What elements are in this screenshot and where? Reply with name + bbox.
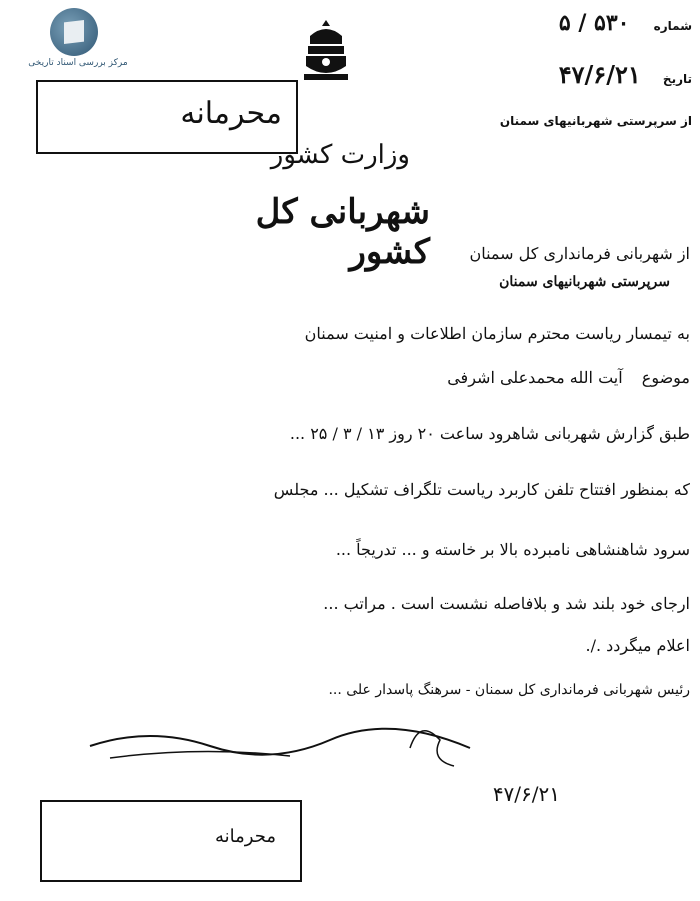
letter-from-office: از سرپرستی شهربانیهای سمنان xyxy=(499,114,692,128)
office-title: شهربانی کل کشور xyxy=(255,192,430,272)
body-line: که بمنظور افتتاح تلفن کاربرد ریاست تلگراف تشکیل ... مجلس xyxy=(273,480,690,499)
body-line: طبق گزارش شهربانی شاهرود ساعت ۲۰ روز ۱۳ / ۳ / ۲۵ ... xyxy=(289,424,690,443)
subject-line xyxy=(330,368,690,387)
recipient-line: به تیمسار ریاست محترم سازمان اطلاعات و امنیت سمنان xyxy=(304,324,690,343)
ministry-title: وزارت کشور xyxy=(270,140,410,170)
subject-text: آیت الله محمدعلی اشرفی xyxy=(447,368,623,387)
crown-crest-icon xyxy=(296,18,356,88)
signature-date: ۴۷/۶/۲۱ xyxy=(492,782,560,806)
subject-label: موضوع xyxy=(641,368,690,387)
body-line: ارجای خود بلند شد و بلافاصله نشست است . مراتب ... xyxy=(323,594,690,613)
confidential-stamp-text: محرمانه xyxy=(180,96,282,131)
letter-date-label: تاریخ xyxy=(662,72,692,86)
archive-logo-icon xyxy=(50,8,98,56)
sender-line: از شهربانی فرمانداری کل سمنان xyxy=(469,244,690,263)
footer-confidential-text: محرمانه xyxy=(215,826,276,847)
archive-logo-text: مرکز بررسی اسناد تاریخی xyxy=(28,58,128,68)
letter-date xyxy=(450,60,692,89)
body-line: سرود شاهنشاهی نامبرده بالا بر خاسته و ... تدریجاً ... xyxy=(335,540,690,559)
letter-number xyxy=(430,10,692,36)
body-line: اعلام میگردد ./. xyxy=(585,636,690,655)
letter-number-label: شماره xyxy=(653,19,692,33)
supervisor-line: سرپرستی شهربانیهای سمنان xyxy=(499,274,670,290)
footer-confidential-stamp xyxy=(40,800,302,882)
letter-date-value: ۴۷/۶/۲۱ xyxy=(558,60,641,89)
signature-line: رئیس شهربانی فرمانداری کل سمنان - سرهنگ پاسدار علی ... xyxy=(328,682,690,698)
archive-logo xyxy=(8,8,178,70)
letter-number-value: ۵۳۰ / ۵ xyxy=(558,10,630,36)
